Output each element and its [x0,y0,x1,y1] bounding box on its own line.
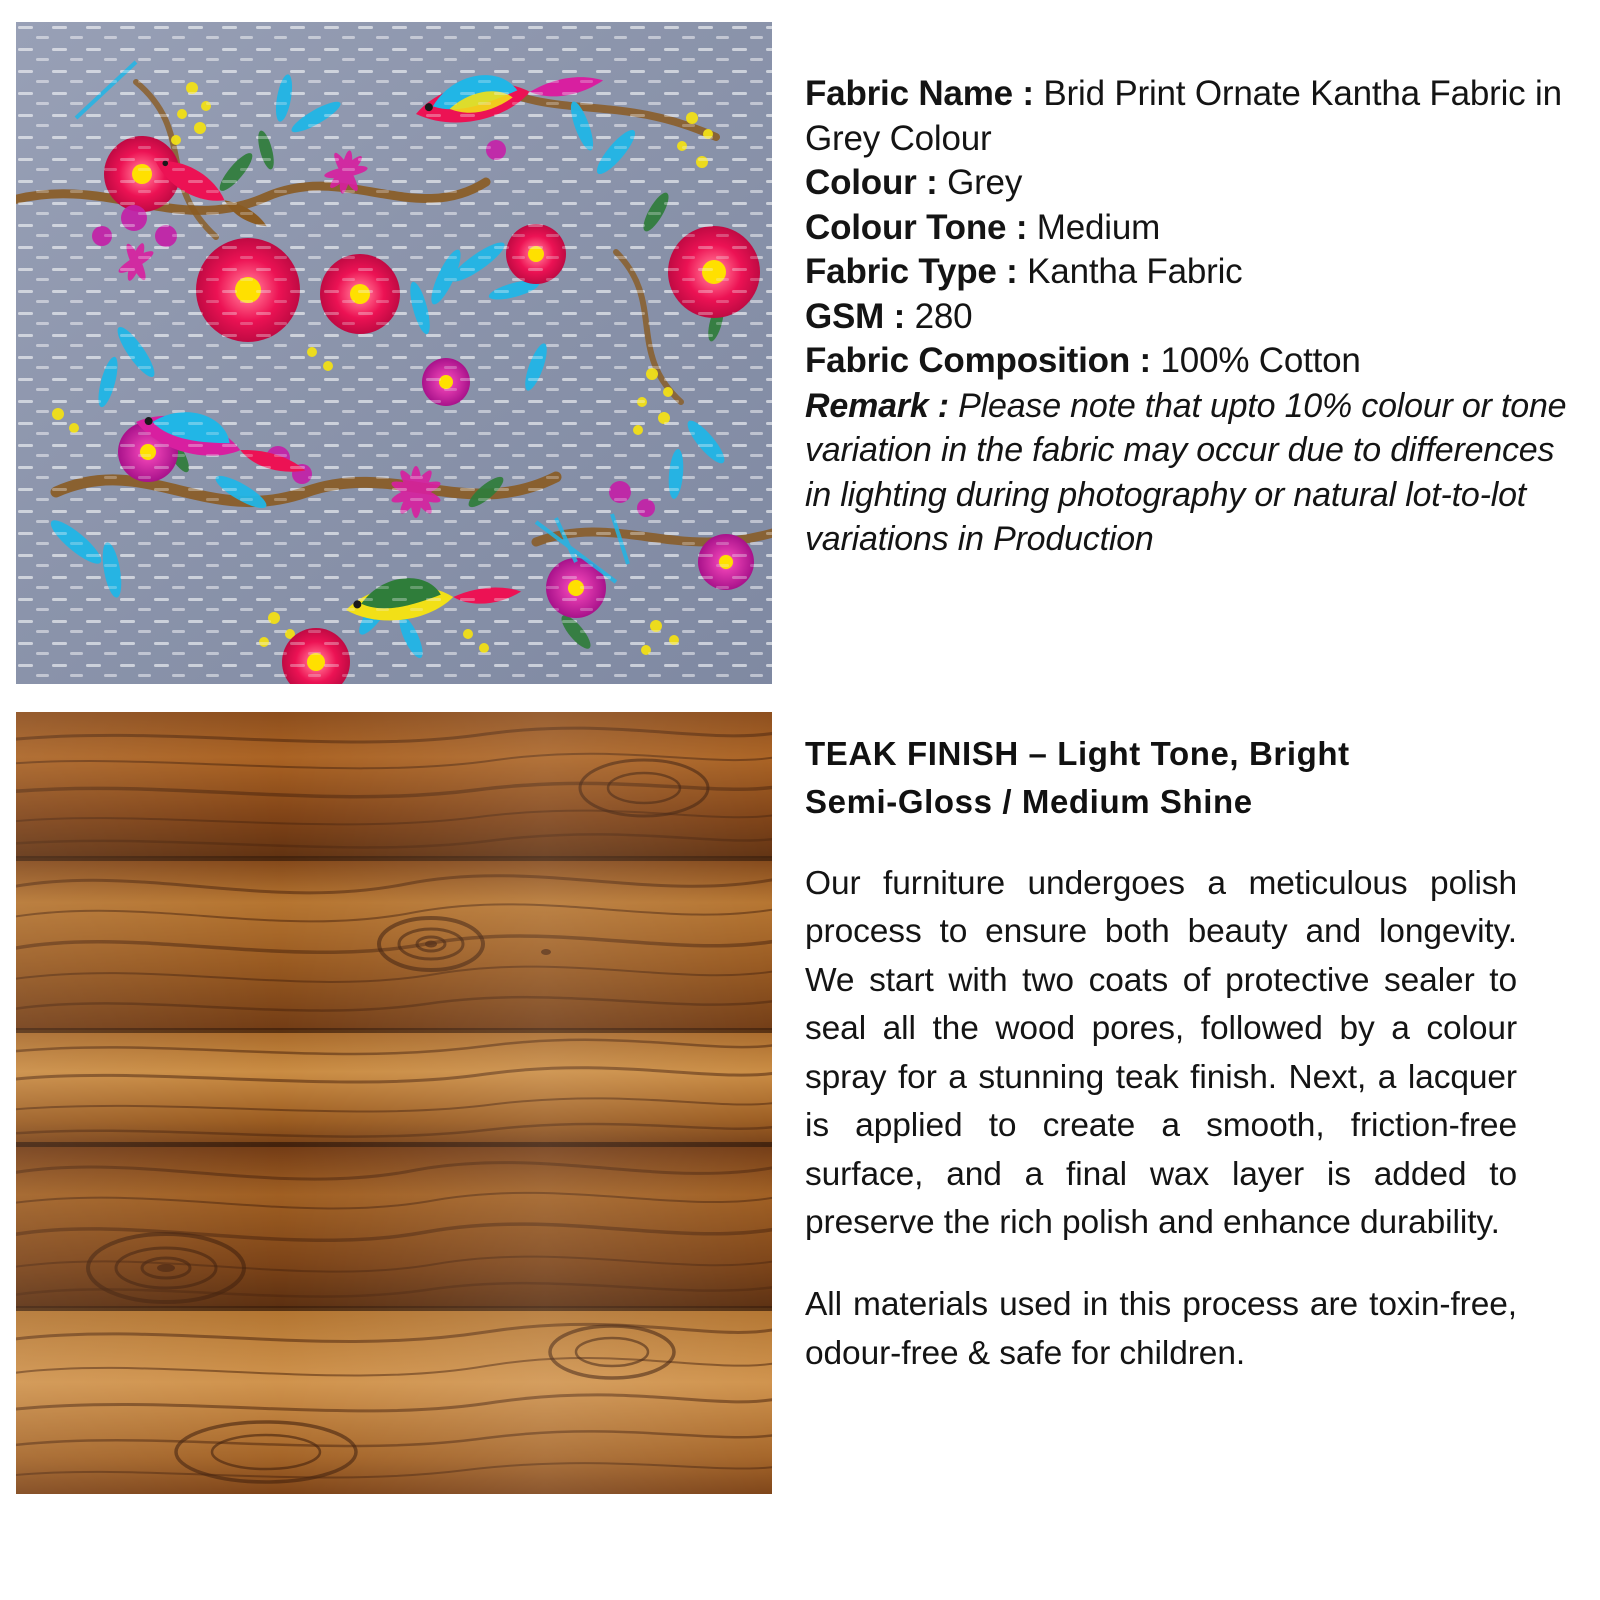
remark-value: Please note that upto 10% colour or tone variation in the fabric may occur due to differences in lighting during photography or natural lot-to-lot variations in Production [805,386,1567,558]
spec-row-colour-tone [805,206,1575,251]
spec-key: Fabric Type : [805,252,1018,291]
spec-value: 280 [905,296,973,336]
spec-row-remark [805,384,1575,562]
spec-key: Colour : [805,163,938,202]
fabric-spec-list [805,72,1575,562]
spec-key: Fabric Name : [805,74,1034,113]
spec-row-fabric-type [805,250,1575,295]
finish-paragraph-1: Our furniture undergoes a meticulous polish process to ensure both beauty and longevity. We start with two coats of protective sealer to seal all the wood pores, followed by a colour spray for a stunning teak finish. Next, a lacquer is applied to create a smooth, friction-free surface, and a final wax layer is added to preserve the rich polish and enhance durability. [805,864,1517,1241]
spec-row-fabric-composition [805,339,1575,384]
spec-row-gsm [805,295,1575,340]
finish-heading-line2: Semi-Gloss / Medium Shine [805,783,1253,820]
fabric-pattern-graphic [16,22,772,684]
spec-key: GSM : [805,296,906,336]
spec-key: Colour Tone : [805,207,1028,247]
finish-heading-line1: TEAK FINISH – Light Tone, Bright [805,735,1350,772]
teak-finish-image [16,712,772,1494]
spec-value: 100% Cotton [1151,341,1361,380]
spec-key: Fabric Composition : [805,341,1152,380]
teak-finish-description [805,730,1517,1412]
fabric-swatch-image [16,22,772,684]
spec-value: Medium [1027,207,1161,247]
finish-heading [805,730,1517,826]
finish-paragraph-2: All materials used in this process are toxin-free, odour-free & safe for children. [805,1286,1517,1372]
spec-row-colour [805,161,1575,206]
spec-value: Brid Print Ornate Kantha Fabric in Grey Colour [805,74,1562,158]
wood-grain-graphic [16,712,772,1494]
remark-key: Remark : [805,386,949,425]
spec-value: Kantha Fabric [1017,252,1243,291]
spec-value: Grey [937,163,1023,202]
spec-row-fabric-name [805,72,1575,161]
